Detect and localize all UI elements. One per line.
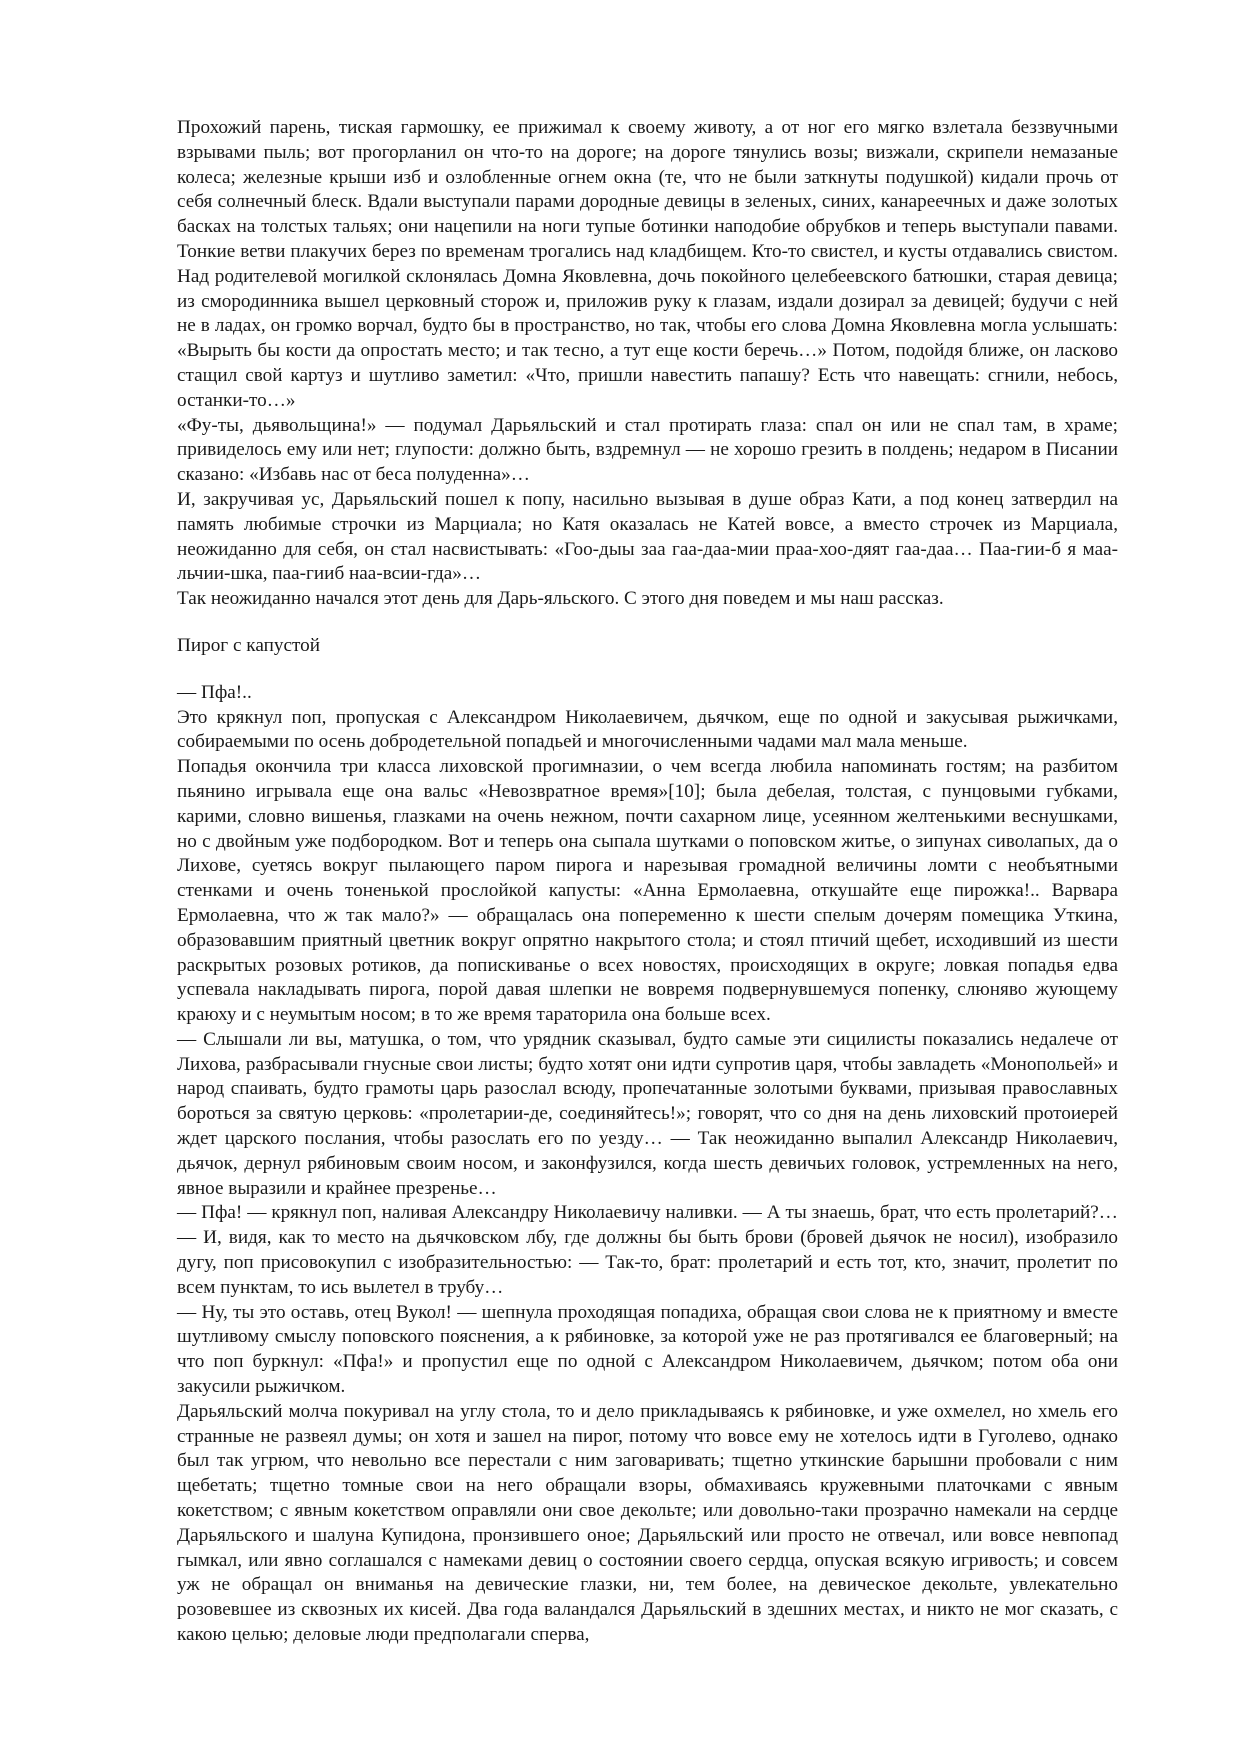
paragraph-deacon-news: — Слышали ли вы, матушка, о том, что урядник сказывал, будто самые эти сицилисты показались недалече от Лихова, разбрасывали гнусные свои листы; будто хотят они идти супротив царя, чтобы завладеть «Монопольей» и народ спаивать, будто грамоты царь разослал всюду, пропечатанные золотыми буквами, призывая православных бороться за святую церковь: «пролетарии-де, соединяйтесь!»; говорят, что со дня на день лиховский протоиерей ждет царского послания, чтобы разослать его по уезду… — Так неожиданно выпалил Александр Николаевич, дьячок, дернул рябиновым своим носом, и законфузился, когда шесть девичьих головок, устремленных на него, явное выразили и крайнее презренье…	[177, 1028, 1118, 1199]
paragraph-proletarian: — Пфа! — крякнул поп, наливая Александру Николаевичу наливки. — А ты знаешь, брат, что есть пролетарий?… — И, видя, как то место на дьячковском лбу, где должны бы быть брови (бровей дьячок не носил), изобразило дугу, поп присовокупил с изобразительностью: — Так-то, брат: пролетарий и есть тот, кто, значит, пролетит по всем пунктам, то ись вылетел в трубу…	[177, 1202, 1118, 1298]
paragraph-walk-to-priest: И, закручивая ус, Дарьяльский пошел к попу, насильно вызывая в душе образ Кати, а под конец затвердил на память любимые строчки из Марциала; но Катя оказалась не Катей вовсе, а вместо строчек из Марциала, неожиданно для себя, он стал насвистывать: «Гоо-дыы заа гаа-даа-мии праа-хоо-дяят гаа-даа… Паа-гии-б я маа-льчии-шка, паа-гииб наа-всии-гда»…	[177, 488, 1118, 585]
paragraph-priest-croaked: Это крякнул поп, пропуская с Александром Николаевичем, дьячком, еще по одной и закусывая рыжичками, собираемыми по осень добродетельной попадьей и многочисленными чадами мал мала меньше.	[177, 706, 1118, 753]
paragraph-darialsky-smoking: Дарьяльский молча покуривал на углу стола, то и дело прикладываясь к рябиновке, и уже охмелел, но хмель его странные не развеял думы; он хотя и зашел на пирог, потому что вовсе ему не хотелось идти в Гуголево, однако был так угрюм, что невольно все перестали с ним заговаривать; тщетно уткинские барышни пробовали с ним щебетать; тщетно томные свои на него обращали взоры, обмахиваясь кружевными платочками с явным кокетством; с явным кокетством оправляли они свое декольте; или довольно-таки прозрачно намекали на сердце Дарьяльского и шалуна Купидона, пронзившего оное; Дарьяльский или просто не отвечал, или вовсе невпопад гымкал, или явно соглашался с намеками девиц о состоянии своего сердца, опуская всякую игривость; и совсем уж не обращал он вниманья на девические глазки, ни, тем более, на девическое декольте, увлекательно розовевшее из сквозных их кисей. Два года валандался Дарьяльский в здешних местах, и никто не мог сказать, с какою целью; деловые люди предполагали сперва,	[177, 1400, 1118, 1646]
paragraph-pfa: — Пфа!..	[177, 681, 252, 703]
paragraph-priest-wife: Попадья окончила три класса лиховской прогимназии, о чем всегда любила напоминать гостям; на разбитом пьянино игрывала еще она вальс «Невозвратное время»[10]; была дебелая, толстая, с пунцовыми губками, карими, словно вишенья, глазками на очень нежном, почти сахарном лице, усеянном желтенькими веснушками, но с двойным уже подбородком. Вот и теперь она сыпала шутками о поповском житье, о зипунах сиволапых, да о Лихове, суетясь вокруг пылающего паром пирога и нарезывая громадной величины ломти с необъятными стенками и очень тоненькой прослойкой капусты: «Анна Ермолаевна, откушайте еще пирожка!.. Варвара Ермолаевна, что ж так мало?» — обращалась она попеременно к шести спелым дочерям помещика Уткина, образовавшим приятный цветник вокруг опрятно накрытого стола; и стоял птичий щебет, исходивший из шести раскрытых розовых ротиков, да попискиванье о всех новостях, происходящих в округе; ловкая попадья едва успевала накладывать пирога, порой давая шлепки не вовремя подвернувшемуся попенку, слюняво жующему краюху и с неумытым носом; в то же время тараторила она больше всех.	[177, 756, 1118, 1026]
paragraph-darialsky-thought: «Фу-ты, дьявольщина!» — подумал Дарьяльский и стал протирать глаза: спал он или не спал там, в храме; привиделось ему или нет; глупости: должно быть, вздремнул — не хорошо грезить в полдень; недаром в Писании сказано: «Избавь нас от беса полуденна»…	[177, 414, 1118, 486]
chapter-title: Пирог с капустой	[177, 634, 320, 656]
paragraph-village-scene: Прохожий парень, тиская гармошку, ее прижимал к своему животу, а от ног его мягко взлетала беззвучными взрывами пыль; вот прогорланил он что-то на дороге; на дороге тянулись возы; визжали, скрипели немазаные колеса; железные крыши изб и озлобленные огнем окна (те, что не были заткнуты подушкой) кидали прочь от себя солнечный блеск. Вдали выступали парами дородные девицы в зеленых, синих, канареечных и даже золотых басках на толстых тальях; они нацепили на ноги тупые ботинки наподобие обрубков и теперь выступали павами. Тонкие ветви плакучих берез по временам трогались над кладбищем. Кто-то свистел, и кусты отдавались свистом. Над родителевой могилкой склонялась Домна Яковлевна, дочь покойного целебеевского батюшки, старая девица; из смородинника вышел церковный сторож и, приложив руку к глазам, издали дозирал за девицей; будучи с ней не в ладах, он громко ворчал, будто бы в пространство, но так, чтобы его слова Домна Яковлевна могла услышать: «Вырыть бы кости да опростать место; и так тесно, а тут еще кости беречь…» Потом, подойдя ближе, он ласково стащил свой картуз и шутливо заметил: «Что, пришли навестить папашу? Есть что навещать: сгнили, небось, останки-то…»	[177, 117, 1118, 411]
document-page	[177, 116, 1118, 1648]
paragraph-father-vukol: — Ну, ты это оставь, отец Вукол! — шепнула проходящая попадиха, обращая свои слова не к приятному и вместе шутливому смыслу поповского пояснения, а к рябиновке, за которой уже не раз протягивался ее благоверный; на что поп буркнул: «Пфа!» и пропустил еще по одной с Александром Николаевичем, дьячком; потом оба они закусили рыжичком.	[177, 1301, 1118, 1398]
paragraph-day-began: Так неожиданно начался этот день для Дарь-яльского. С этого дня поведем и мы наш рассказ.	[177, 588, 944, 610]
